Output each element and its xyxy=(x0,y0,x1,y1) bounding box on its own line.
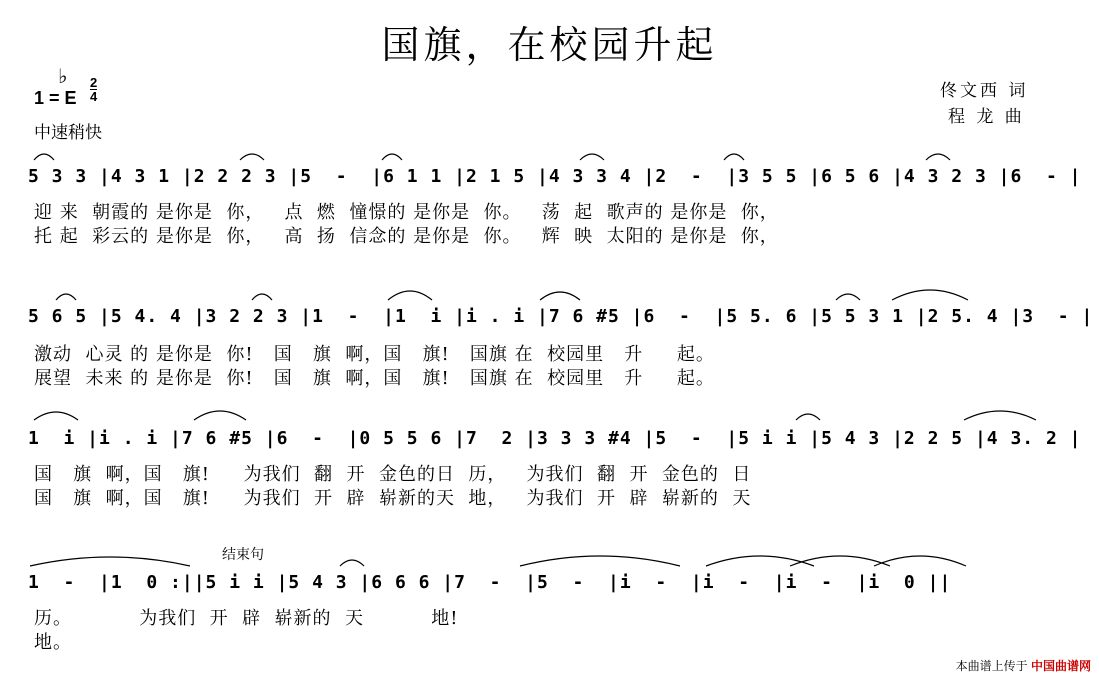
footer-text: 本曲谱上传于 xyxy=(955,659,1028,673)
time-signature-top: 2 xyxy=(90,75,98,90)
site-logo[interactable]: 中国曲谱网 xyxy=(1030,659,1091,673)
composer-credit: 程 龙 曲 xyxy=(948,107,1025,127)
lyric-row-4-verse-1: 历。 为我们 开 辟 崭新的 天 地! xyxy=(34,608,459,629)
tempo-marking: 中速稍快 xyxy=(34,123,102,143)
key-signature: 1 = E xyxy=(34,88,77,108)
notation-row-1: 5 3 3 |4 3 1 |2 2 2 3 |5 - |6 1 1 |2 1 5 |4 3 3 4 |2 - |3 5 5 |6 5 6 |4 3 2 3 |6 - | xyxy=(28,166,1082,187)
lyric-row-3-verse-2: 国 旗 啊，国 旗! 为我们 开 辟 崭新的天 地， 为我们 开 辟 崭新的 天 xyxy=(34,488,752,509)
lyric-row-1-verse-2: 托 起 彩云的 是你是 你， 高 扬 信念的 是你是 你。 辉 映 太阳的 是你是 你， xyxy=(34,226,779,247)
notation-row-3: 1 i |i . i |7 6 #5 |6 - |0 5 5 6 |7 2 |3 3 3 #4 |5 - |5 i i |5 4 3 |2 2 5 |4 3. 2 | xyxy=(28,428,1082,449)
flat-sign: ♭ xyxy=(58,64,68,88)
lyric-row-1-verse-1: 迎 来 朝霞的 是你是 你， 点 燃 憧憬的 是你是 你。 荡 起 歌声的 是你是 你， xyxy=(34,202,779,223)
time-signature-bottom: 4 xyxy=(90,89,98,104)
notation-row-4: 1 - |1 0 :||5 i i |5 4 3 |6 6 6 |7 - |5 - |i - |i - |i - |i 0 || xyxy=(28,572,952,593)
lyric-row-4-verse-2: 地。 xyxy=(34,632,72,653)
lyric-row-2-verse-2: 展望 未来 的 是你是 你! 国 旗 啊，国 旗! 国旗 在 校园里 升 起。 xyxy=(34,368,715,389)
lyricist-credit: 佟文西 词 xyxy=(940,81,1029,101)
source-footer xyxy=(956,657,1091,674)
ending-label: 结束句 xyxy=(222,547,264,563)
song-title: 国旗，在校园升起 xyxy=(381,23,718,67)
lyric-row-2-verse-1: 激动 心灵 的 是你是 你! 国 旗 啊，国 旗! 国旗 在 校园里 升 起。 xyxy=(34,344,715,365)
lyric-row-3-verse-1: 国 旗 啊，国 旗! 为我们 翻 开 金色的日 历， 为我们 翻 开 金色的 日 xyxy=(34,464,752,485)
notation-row-2: 5 6 5 |5 4. 4 |3 2 2 3 |1 - |1 i |i . i |7 6 #5 |6 - |5 5. 6 |5 5 3 1 |2 5. 4 |3 - | xyxy=(28,306,1094,327)
